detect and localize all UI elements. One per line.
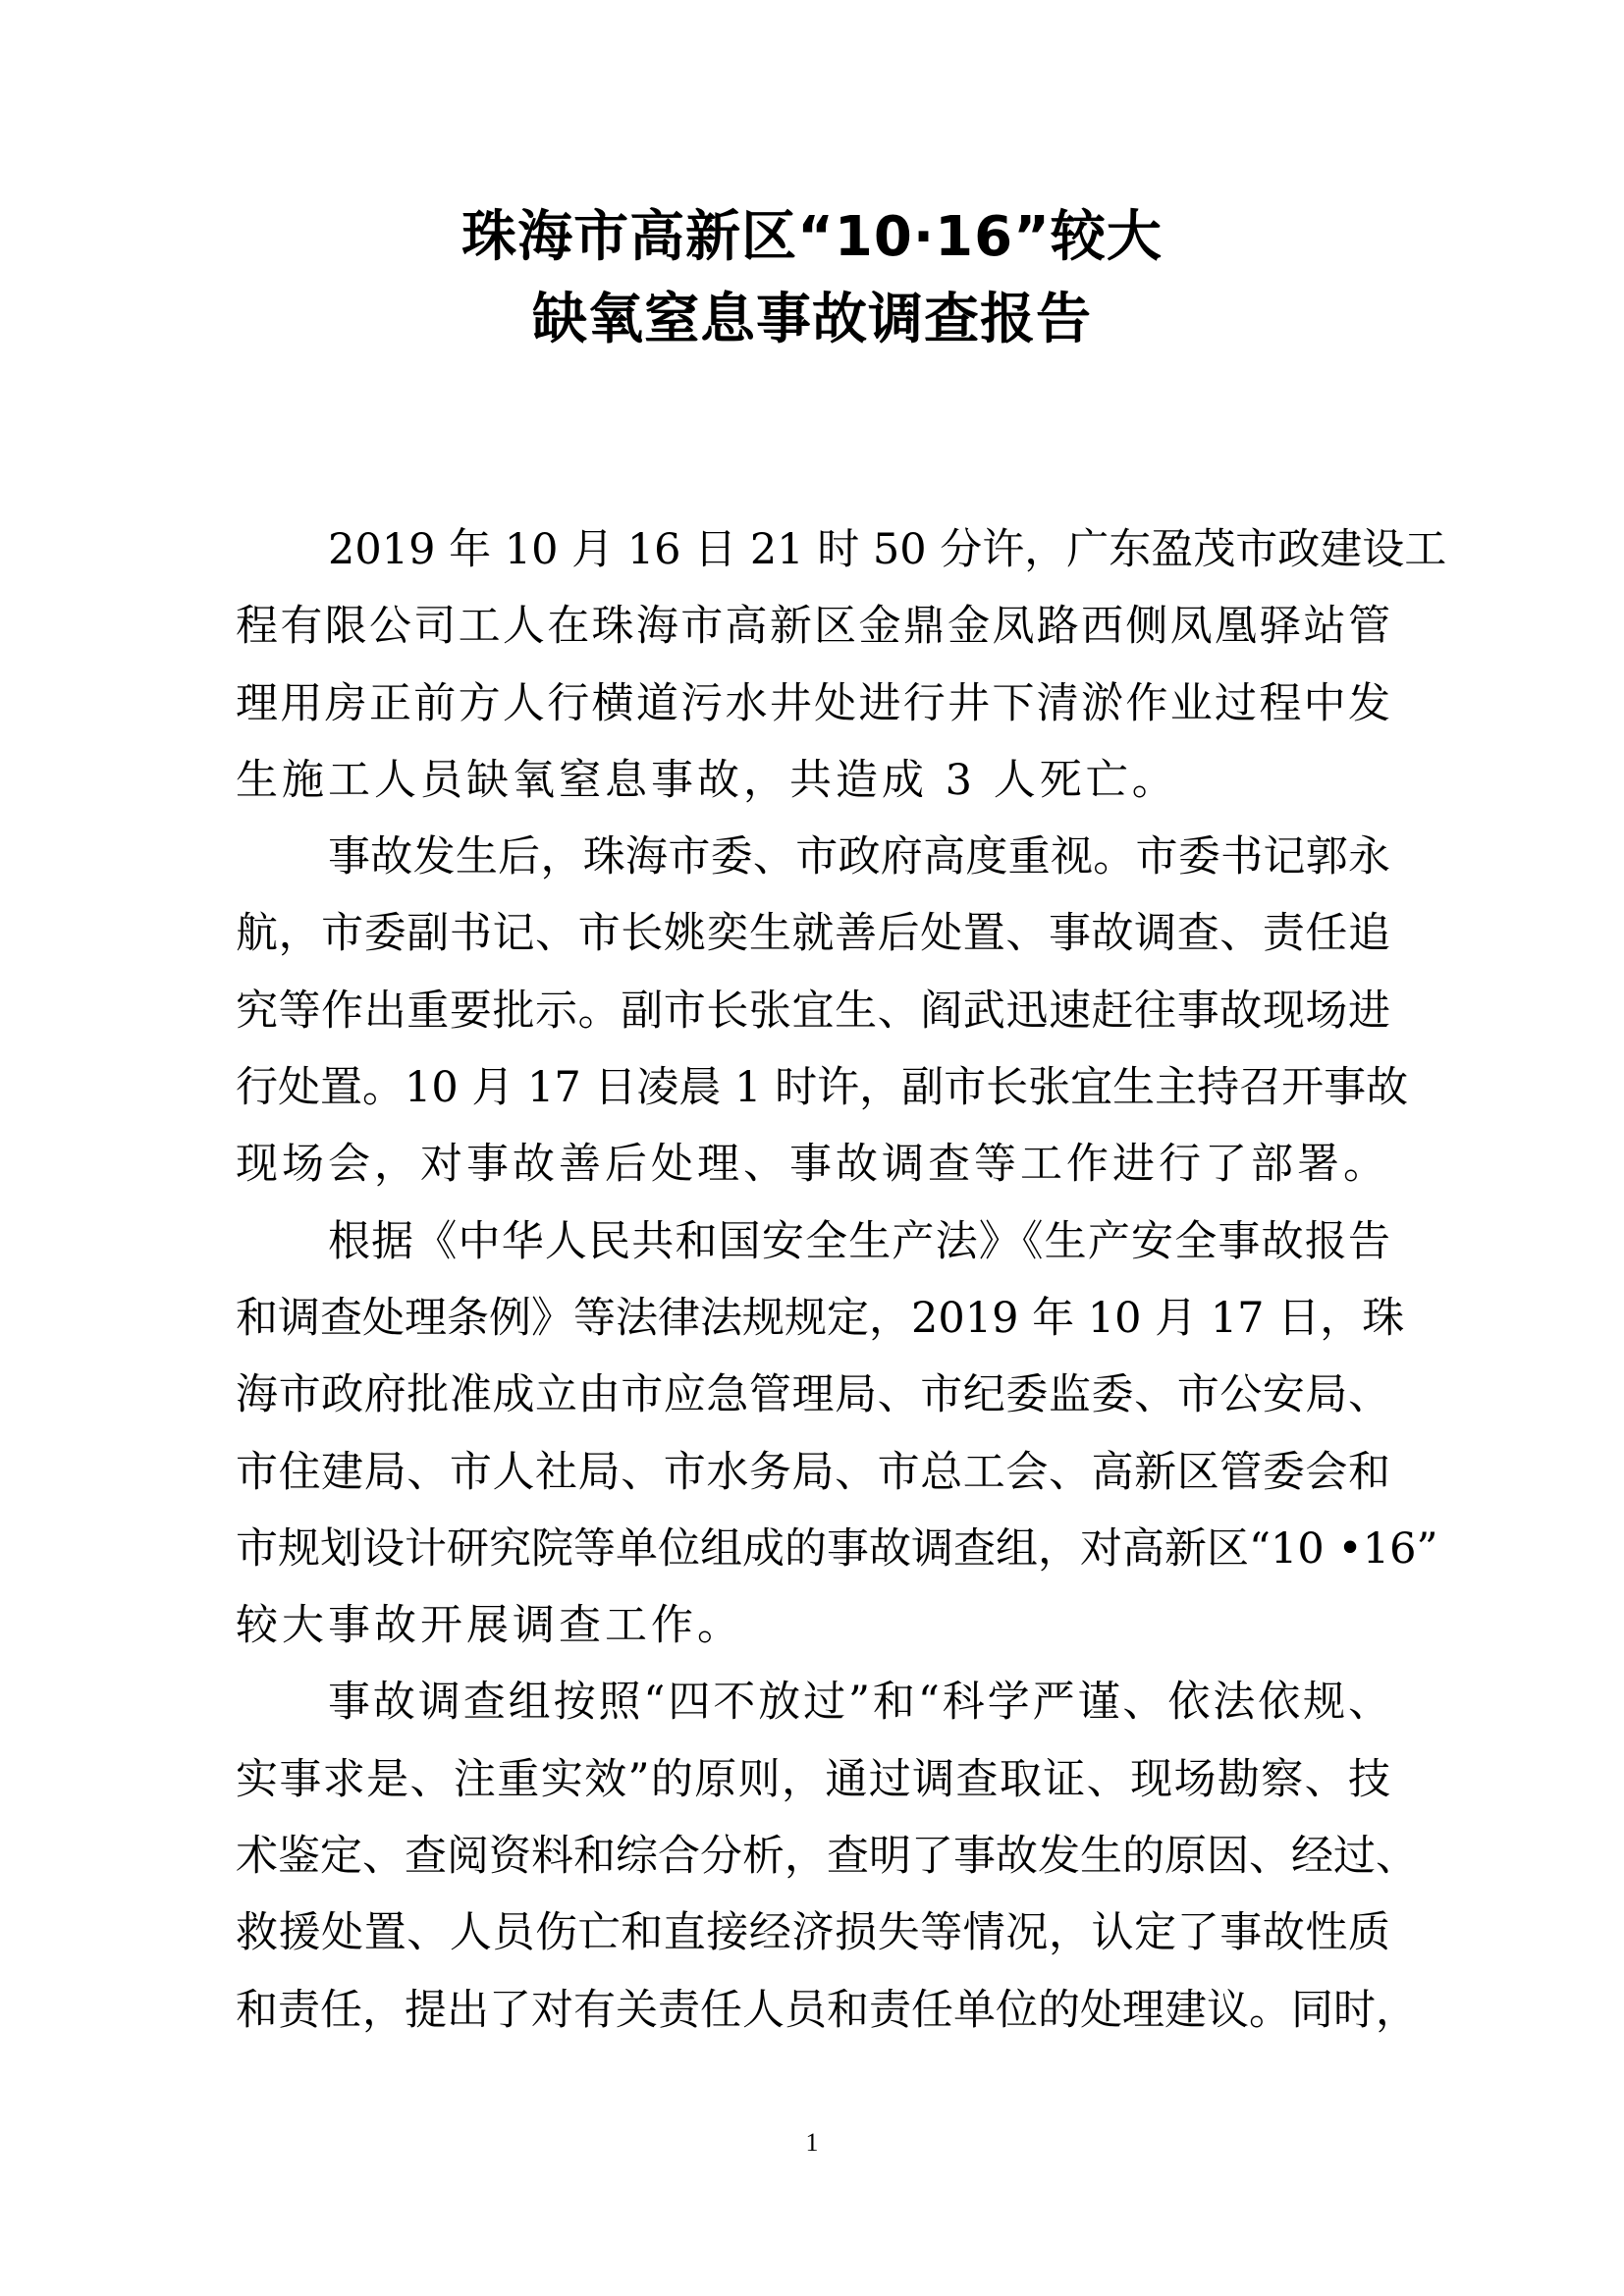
paragraph-4-line-3: 术鉴定、查阅资料和综合分析，查明了事故发生的原因、经过、 (236, 1832, 1418, 1882)
paragraph-1-line-4: 生施工人员缺氧窒息事故，共造成 3 人死亡。 (236, 755, 1178, 805)
paragraph-3-line-2: 和调查处理条例》等法律法规规定，2019 年 10 月 17 日，珠 (236, 1293, 1405, 1343)
paragraph-1-line-3: 理用房正前方人行横道污水井处进行井下清淤作业过程中发 (236, 678, 1390, 728)
paragraph-2-line-5: 现场会，对事故善后处理、事故调查等工作进行了部署。 (236, 1140, 1389, 1190)
paragraph-2-line-1: 事故发生后，珠海市委、市政府高度重视。市委书记郭永 (328, 832, 1390, 882)
paragraph-3-line-5: 市规划设计研究院等单位组成的事故调查组，对高新区“10 •16” (236, 1523, 1438, 1574)
title-line-1: 珠海市高新区“10·16”较大 (461, 205, 1163, 269)
paragraph-3-line-6: 较大事故开展调查工作。 (236, 1601, 743, 1651)
paragraph-2-line-3: 究等作出重要批示。副市长张宜生、阎武迅速赶往事故现场进 (236, 986, 1390, 1036)
paragraph-4-line-2: 实事求是、注重实效”的原则，通过调查取证、现场勘察、技 (236, 1754, 1390, 1804)
paragraph-4-line-5: 和责任，提出了对有关责任人员和责任单位的处理建议。同时， (236, 1985, 1418, 2035)
paragraph-3-line-3: 海市政府批准成立由市应急管理局、市纪委监委、市公安局、 (236, 1370, 1390, 1420)
paragraph-4-line-1: 事故调查组按照“四不放过”和“科学严谨、依法依规、 (328, 1678, 1390, 1728)
paragraph-2-line-2: 航，市委副书记、市长姚奕生就善后处置、事故调查、责任追 (236, 909, 1390, 959)
paragraph-4-line-4: 救援处置、人员伤亡和直接经济损失等情况，认定了事故性质 (236, 1908, 1390, 1958)
paragraph-3-line-4: 市住建局、市人社局、市水务局、市总工会、高新区管委会和 (236, 1447, 1390, 1497)
page-number: 1 (805, 2128, 819, 2157)
paragraph-1-line-2: 程有限公司工人在珠海市高新区金鼎金凤路西侧凤凰驿站管 (236, 602, 1390, 652)
report-title (0, 196, 1624, 361)
paragraph-2-line-4: 行处置。10 月 17 日凌晨 1 时许，副市长张宜生主持召开事故 (236, 1063, 1409, 1113)
report-body (236, 511, 1447, 2049)
paragraph-1-line-1: 2019 年 10 月 16 日 21 时 50 分许，广东盈茂市政建设工 (328, 525, 1447, 574)
paragraph-3-line-1: 根据《中华人民共和国安全生产法》《生产安全事故报告 (328, 1216, 1390, 1266)
title-line-2: 缺氧窒息事故调查报告 (532, 288, 1092, 351)
